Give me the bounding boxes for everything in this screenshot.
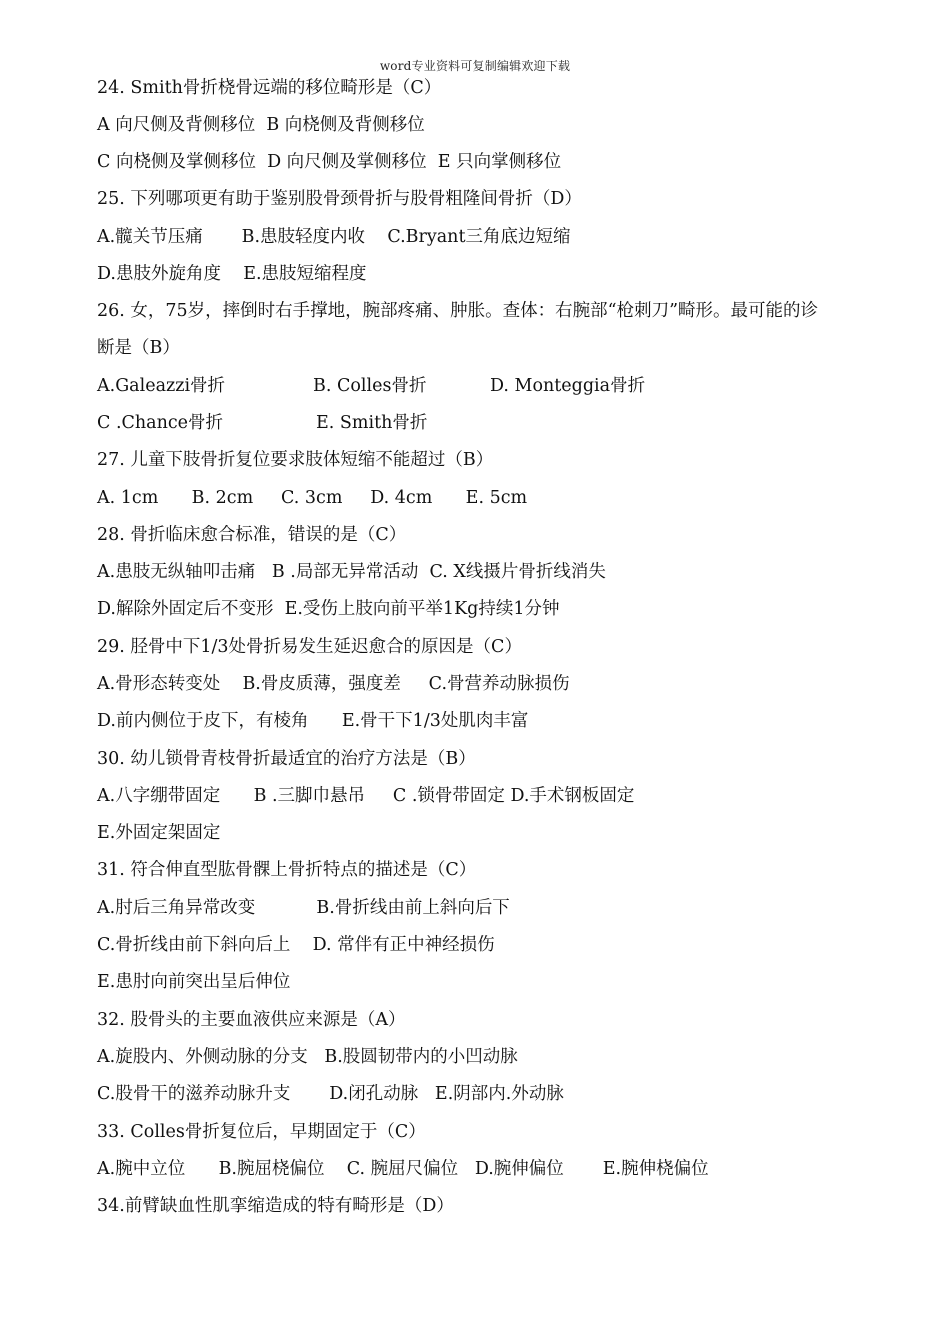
question-29-options-row-2: D.前内侧位于皮下，有棱角 E.骨干下1/3处肌肉丰富	[97, 711, 529, 731]
question-30-options-row-2: E.外固定架固定	[97, 823, 221, 843]
question-26-stem-line-2: 断是（B）	[97, 338, 180, 358]
question-24-options-row-1: A 向尺侧及背侧移位 B 向桡侧及背侧移位	[97, 115, 425, 135]
question-32-stem: 32. 股骨头的主要血液供应来源是（A）	[97, 1010, 406, 1030]
question-32-options-row-2: C.股骨干的滋养动脉升支 D.闭孔动脉 E.阴部内.外动脉	[97, 1084, 564, 1104]
question-26-option-d: D. Monteggia骨折	[490, 376, 646, 396]
question-25-options-row-2: D.患肢外旋角度 E.患肢短缩程度	[97, 264, 367, 284]
question-29-options-row-1: A.骨形态转变处 B.骨皮质薄，强度差 C.骨营养动脉损伤	[97, 674, 570, 694]
question-26-option-b: B. Colles骨折	[313, 376, 427, 396]
question-31-options-row-2: C.骨折线由前下斜向后上 D. 常伴有正中神经损伤	[97, 935, 495, 955]
page-header: word专业资料可复制编辑欢迎下载	[379, 59, 571, 73]
question-26-option-e: E. Smith骨折	[316, 413, 428, 433]
question-28-options-row-1: A.患肢无纵轴叩击痛 B .局部无异常活动 C. X线摄片骨折线消失	[97, 562, 606, 582]
question-33-stem: 33. Colles骨折复位后，早期固定于（C）	[97, 1122, 426, 1142]
question-26-stem-line-1: 26. 女，75岁，摔倒时右手撑地，腕部疼痛、肿胀。查体：右腕部“枪刺刀”畸形。最可能的诊	[97, 301, 819, 321]
question-34-stem: 34.前臂缺血性肌挛缩造成的特有畸形是（D）	[97, 1196, 454, 1216]
question-26-option-c: C .Chance骨折	[97, 413, 224, 433]
question-27-options: A. 1cm B. 2cm C. 3cm D. 4cm E. 5cm	[97, 488, 528, 508]
question-30-stem: 30. 幼儿锁骨青枝骨折最适宜的治疗方法是（B）	[97, 749, 476, 769]
question-25-stem: 25. 下列哪项更有助于鉴别股骨颈骨折与股骨粗隆间骨折（D）	[97, 189, 582, 209]
question-28-stem: 28. 骨折临床愈合标准，错误的是（C）	[97, 525, 407, 545]
question-24-options-row-2: C 向桡侧及掌侧移位 D 向尺侧及掌侧移位 E 只向掌侧移位	[97, 152, 562, 172]
question-27-stem: 27. 儿童下肢骨折复位要求肢体短缩不能超过（B）	[97, 450, 494, 470]
question-26-option-a: A.Galeazzi骨折	[97, 376, 226, 396]
question-31-stem: 31. 符合伸直型肱骨髁上骨折特点的描述是（C）	[97, 860, 477, 880]
question-31-options-row-3: E.患肘向前突出呈后伸位	[97, 972, 291, 992]
question-33-options: A.腕中立位 B.腕屈桡偏位 C. 腕屈尺偏位 D.腕伸偏位 E.腕伸桡偏位	[97, 1159, 709, 1179]
question-30-options-row-1: A.八字绷带固定 B .三脚巾悬吊 C .锁骨带固定 D.手术钢板固定	[97, 786, 635, 806]
question-29-stem: 29. 胫骨中下1/3处骨折易发生延迟愈合的原因是（C）	[97, 637, 522, 657]
question-31-options-row-1: A.肘后三角异常改变 B.骨折线由前上斜向后下	[97, 898, 510, 918]
question-28-options-row-2: D.解除外固定后不变形 E.受伤上肢向前平举1Kg持续1分钟	[97, 599, 560, 619]
question-25-options-row-1: A.髋关节压痛 B.患肢轻度内收 C.Bryant三角底边短缩	[97, 227, 571, 247]
question-24-stem: 24. Smith骨折桡骨远端的移位畸形是（C）	[97, 78, 442, 98]
question-32-options-row-1: A.旋股内、外侧动脉的分支 B.股圆韧带内的小凹动脉	[97, 1047, 518, 1067]
